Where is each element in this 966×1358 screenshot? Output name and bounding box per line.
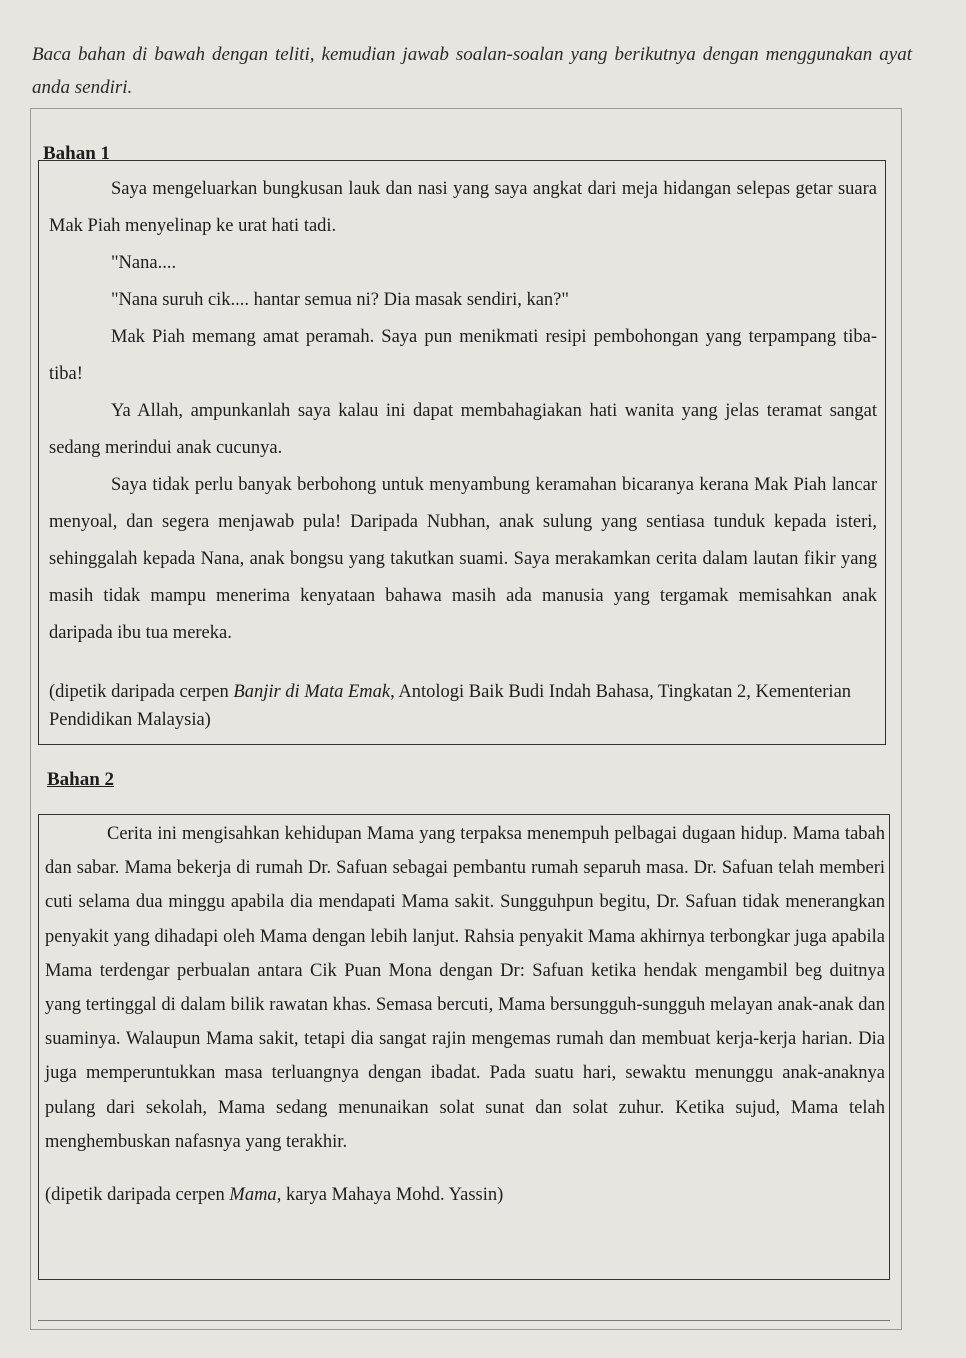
bahan1-source-prefix: (dipetik daripada cerpen (49, 682, 234, 702)
bahan1-paragraph-1: Saya mengeluarkan bungkusan lauk dan nasi yang saya angkat dari meja hidangan selepas getar suara Mak Piah menyelinap ke urat hati tadi. (49, 179, 877, 236)
bahan1-dialog-1: "Nana.... (111, 253, 177, 273)
bahan1-dialog-2: "Nana suruh cik.... hantar semua ni? Dia masak sendiri, kan?" (111, 290, 569, 310)
bahan2-source-title: Mama (229, 1185, 277, 1206)
bahan2-source (45, 1181, 885, 1209)
instruction-text: Baca bahan di bawah dengan teliti, kemudian jawab soalan-soalan yang berikutnya dengan menggunakan ayat anda sendiri. (32, 44, 912, 98)
bahan2-source-suffix: , karya Mahaya Mohd. Yassin) (276, 1185, 504, 1206)
bahan2-box (38, 814, 890, 1280)
bahan1-source-title: Banjir di Mata Emak (233, 682, 391, 702)
bahan1-paragraph-3: Ya Allah, ampunkanlah saya kalau ini dapat membahagiakan hati wanita yang jelas teramat sangat sedang merindui anak cucunya. (49, 401, 877, 458)
bahan2-paragraph: Cerita ini mengisahkan kehidupan Mama yang terpaksa menempuh pelbagai dugaan hidup. Mama tabah dan sabar. Mama bekerja di rumah Dr. Safuan sebagai pembantu rumah separuh masa. Dr. Safuan telah memberi cuti selama dua minggu apabila dia mendapati Mama sakit. Sungguhpun begitu, Dr. Safuan tidak menerangkan penyakit yang dihadapi oleh Mama dengan lebih lanjut. Rahsia penyakit Mama akhirnya terbongkar juga apabila Mama terdengar perbualan antara Cik Puan Mona dengan Dr: Safuan ketika hendak mengambil beg duitnya yang tertinggal di dalam bilik rawatan khas. Semasa bercuti, Mama bersungguh-sungguh melayan anak-anak dan suaminya. Walaupun Mama sakit, tetapi dia sangat rajin mengemas rumah dan membuat kerja-kerja harian. Dia juga memperuntukkan masa terluangnya dengan ibadat. Pada suatu hari, sewaktu menunggu anak-anaknya pulang dari sekolah, Mama sedang menunaikan solat sunat dan solat zuhur. Ketika sujud, Mama telah menghembuskan nafasnya yang terakhir. (45, 824, 885, 1152)
bahan1-paragraph-2: Mak Piah memang amat peramah. Saya pun menikmati resipi pembohongan yang terpampang tiba-tiba! (49, 327, 877, 384)
bahan1-title: Bahan 1 (43, 143, 111, 164)
bottom-rule (38, 1320, 890, 1321)
bahan2-title: Bahan 2 (47, 769, 115, 790)
bahan1-source (49, 678, 877, 734)
bahan2-source-prefix: (dipetik daripada cerpen (45, 1185, 230, 1206)
bahan1-paragraph-4: Saya tidak perlu banyak berbohong untuk menyambung keramahan bicaranya kerana Mak Piah lancar menyoal, dan segera menjawab pula! Daripada Nubhan, anak sulung yang sentiasa tunduk kepada isteri, sehinggalah kepada Nana, anak bongsu yang takutkan suami. Saya merakamkan cerita dalam lautan fikir yang masih tidak mampu menerima kenyataan bahawa masih ada manusia yang tergamak memisahkan anak daripada ibu tua mereka. (49, 475, 877, 643)
bahan1-box (38, 160, 886, 745)
bahan1-source-suffix: , Antologi Baik Budi Indah Bahasa, Tingkatan 2, Kementerian Pendidikan Malaysia) (49, 682, 852, 730)
